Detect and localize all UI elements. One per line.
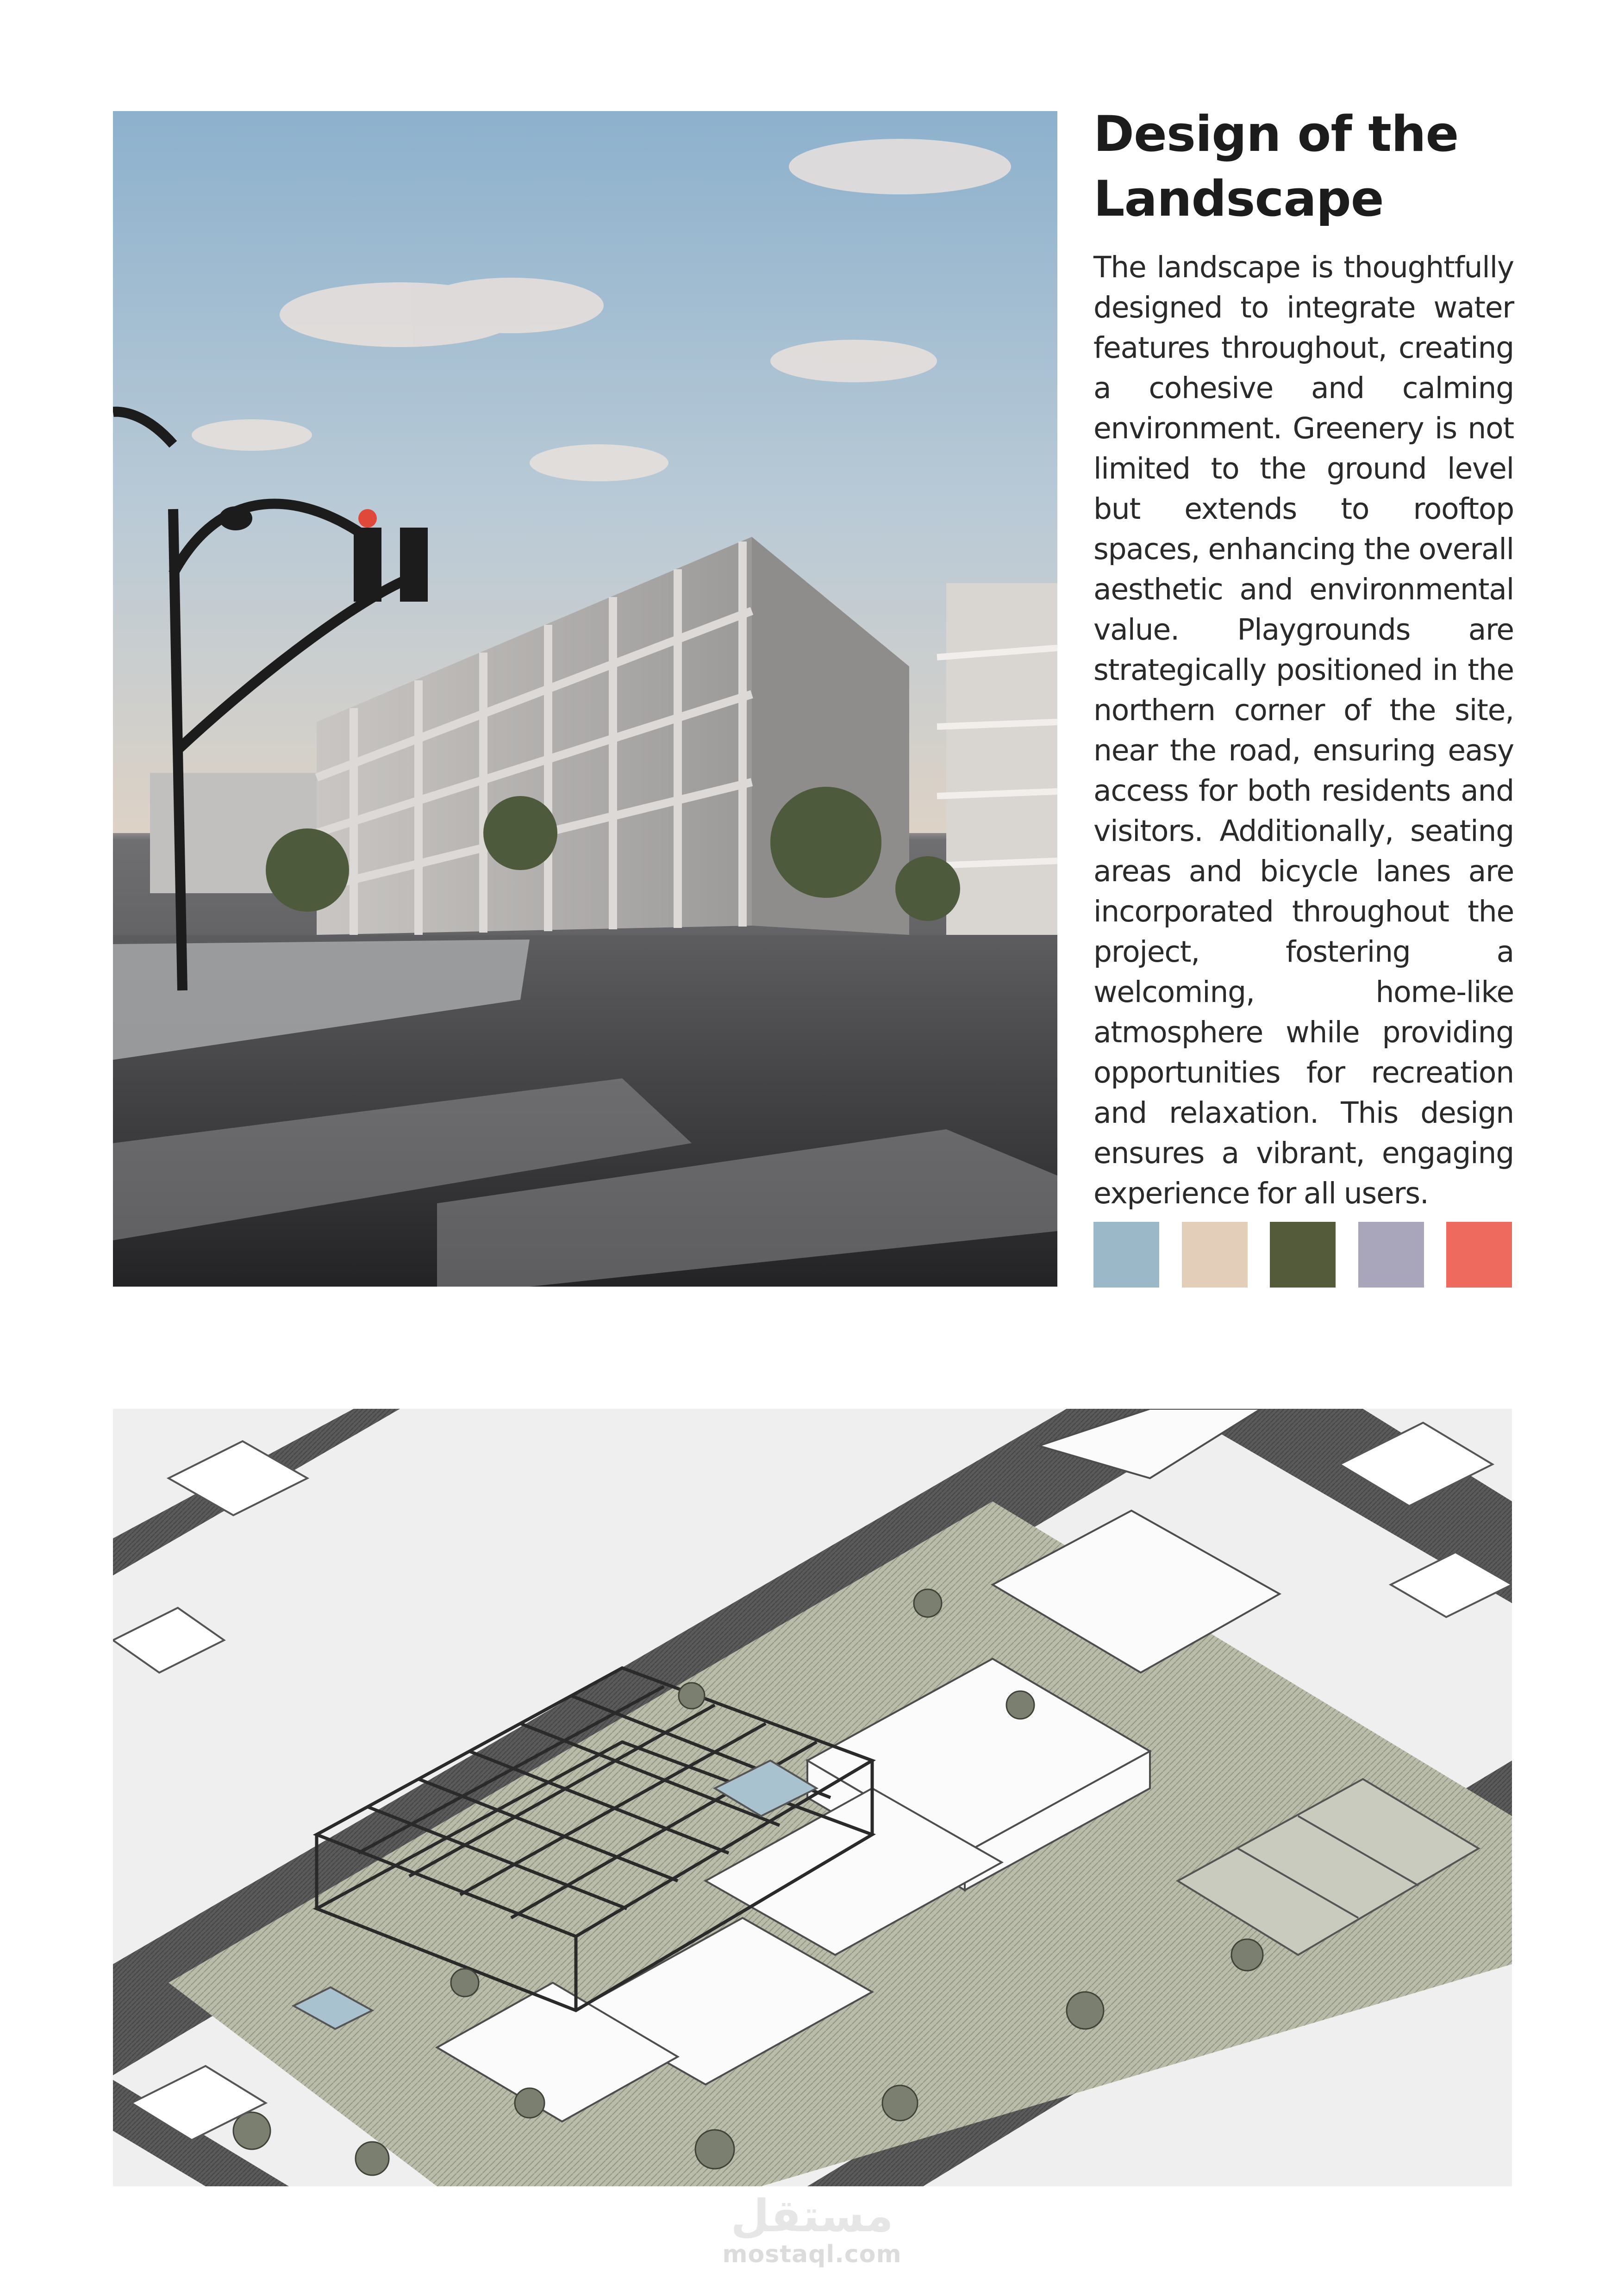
watermark (673, 2190, 951, 2271)
watermark-url: mostaql.com (722, 2240, 902, 2268)
isometric-site-illustration (113, 1409, 1512, 2186)
color-palette (1093, 1222, 1512, 1288)
section-paragraph: The landscape is thoughtfully designed to integrate water features throughout, creating a cohesive and calming environment. Greenery is not limited to the ground level but extends to rooftop spaces, enhancing the overall aesthetic and environmental value. Playgrounds are strategically positioned in the northern corner of the site, near the road, ensuring easy access for both residents and visitors. Additionally, seating areas and bicycle lanes are incorporated throughout the project, fostering a welcoming, home-like atmosphere while providing opportunities for recreation and relaxation. This design ensures a vibrant, engaging experience for all users. (1093, 250, 1514, 1210)
street-render-image (113, 111, 1057, 1287)
street-render-illustration (113, 111, 1057, 1287)
palette-swatch-beige (1182, 1222, 1248, 1288)
isometric-site-drawing (113, 1409, 1512, 2186)
palette-swatch-olive (1270, 1222, 1336, 1288)
palette-swatch-coral (1446, 1222, 1512, 1288)
watermark-logo: مستقل (731, 2190, 893, 2242)
section-title: Design of the Landscape (1093, 106, 1459, 227)
palette-swatch-blue (1093, 1222, 1159, 1288)
palette-swatch-lavender (1358, 1222, 1424, 1288)
